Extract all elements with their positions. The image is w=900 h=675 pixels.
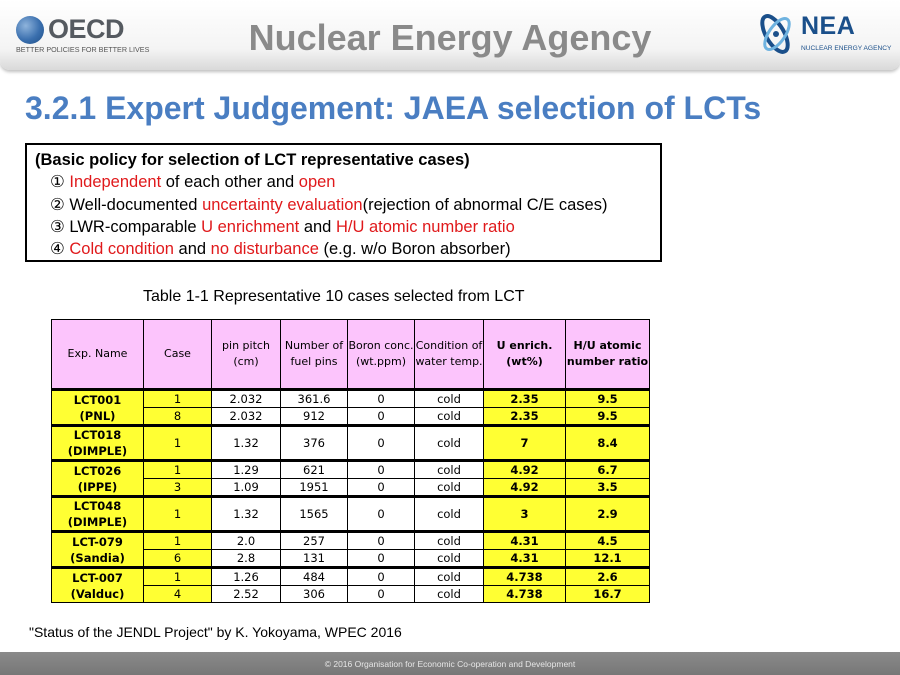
cell-boron: 0 (348, 568, 415, 586)
header-condition: Condition of water temp. (415, 320, 484, 390)
cell-case: 3 (144, 479, 212, 497)
cell-condition: cold (415, 586, 484, 603)
cell-pin-pitch: 1.26 (212, 568, 281, 586)
header-pin-pitch: pin pitch (cm) (212, 320, 281, 390)
cell-condition: cold (415, 532, 484, 550)
cell-u-enrich: 4.738 (484, 586, 566, 603)
policy-text: (e.g. w/o Boron absorber) (318, 240, 511, 259)
table-header-row (52, 320, 650, 390)
table-row (52, 390, 650, 408)
cell-hu-ratio: 2.6 (566, 568, 650, 586)
cell-exp-name: LCT018 (DIMPLE) (52, 426, 144, 461)
policy-text: LWR-comparable (69, 217, 202, 236)
cell-case: 1 (144, 426, 212, 461)
policy-item-number: ② (50, 195, 70, 214)
cell-exp-name: LCT048 (DIMPLE) (52, 497, 144, 532)
cell-u-enrich: 4.31 (484, 550, 566, 568)
cell-condition: cold (415, 426, 484, 461)
cell-fuel-pins: 306 (281, 586, 348, 603)
globe-icon (16, 16, 44, 44)
lct-table (51, 319, 650, 603)
cell-hu-ratio: 12.1 (566, 550, 650, 568)
footer-bar (0, 652, 900, 675)
cell-pin-pitch: 1.09 (212, 479, 281, 497)
header-title: Nuclear Energy Agency (248, 17, 652, 58)
header-fuel-pins: Number of fuel pins (281, 320, 348, 390)
cell-fuel-pins: 361.6 (281, 390, 348, 408)
cell-case: 1 (144, 568, 212, 586)
cell-u-enrich: 4.738 (484, 568, 566, 586)
nea-logo-text: NEA (801, 12, 856, 40)
nea-logo[interactable] (755, 8, 895, 60)
cell-pin-pitch: 1.32 (212, 426, 281, 461)
cell-condition: cold (415, 497, 484, 532)
oecd-tagline: BETTER POLICIES FOR BETTER LIVES (16, 45, 150, 54)
cell-exp-name: LCT001 (PNL) (52, 390, 144, 426)
cell-u-enrich: 3 (484, 497, 566, 532)
cell-hu-ratio: 2.9 (566, 497, 650, 532)
cell-case: 1 (144, 497, 212, 532)
cell-boron: 0 (348, 479, 415, 497)
cell-case: 1 (144, 461, 212, 479)
cell-fuel-pins: 484 (281, 568, 348, 586)
cell-hu-ratio: 9.5 (566, 408, 650, 426)
cell-boron: 0 (348, 390, 415, 408)
cell-hu-ratio: 8.4 (566, 426, 650, 461)
cell-u-enrich: 4.92 (484, 461, 566, 479)
atom-icon (755, 10, 799, 56)
policy-list (35, 171, 660, 260)
cell-fuel-pins: 912 (281, 408, 348, 426)
table-row (52, 461, 650, 479)
cell-case: 1 (144, 532, 212, 550)
cell-fuel-pins: 257 (281, 532, 348, 550)
cell-u-enrich: 4.92 (484, 479, 566, 497)
table-row (52, 426, 650, 461)
policy-text: Well-documented (69, 195, 203, 214)
cell-fuel-pins: 131 (281, 550, 348, 568)
cell-boron: 0 (348, 408, 415, 426)
cell-case: 6 (144, 550, 212, 568)
policy-text: of each other and (161, 173, 299, 192)
policy-emphasis: U enrichment (201, 217, 300, 236)
cell-pin-pitch: 1.32 (212, 497, 281, 532)
table-caption: Table 1-1 Representative 10 cases selected from LCT (143, 288, 525, 305)
cell-hu-ratio: 6.7 (566, 461, 650, 479)
cell-pin-pitch: 2.52 (212, 586, 281, 603)
header-bar (0, 0, 900, 70)
cell-fuel-pins: 376 (281, 426, 348, 461)
cell-hu-ratio: 9.5 (566, 390, 650, 408)
cell-condition: cold (415, 390, 484, 408)
policy-item-number: ③ (50, 217, 70, 236)
cell-hu-ratio: 16.7 (566, 586, 650, 603)
cell-boron: 0 (348, 426, 415, 461)
citation: "Status of the JENDL Project" by K. Yokoyama, WPEC 2016 (29, 624, 402, 640)
cell-case: 4 (144, 586, 212, 603)
cell-exp-name: LCT-079 (Sandia) (52, 532, 144, 568)
cell-case: 8 (144, 408, 212, 426)
policy-text: and (299, 217, 336, 236)
policy-box (25, 143, 662, 262)
cell-pin-pitch: 1.29 (212, 461, 281, 479)
cell-fuel-pins: 1951 (281, 479, 348, 497)
policy-item (35, 171, 660, 193)
policy-emphasis: H/U atomic number ratio (335, 217, 515, 236)
cell-condition: cold (415, 550, 484, 568)
oecd-logo-text: OECD (48, 14, 125, 44)
cell-hu-ratio: 3.5 (566, 479, 650, 497)
policy-item (35, 194, 660, 216)
policy-item-number: ④ (50, 240, 70, 259)
cell-condition: cold (415, 461, 484, 479)
header-u-enrich: U enrich. (wt%) (484, 320, 566, 390)
cell-pin-pitch: 2.8 (212, 550, 281, 568)
policy-heading: (Basic policy for selection of LCT representative cases) (35, 151, 470, 169)
cell-pin-pitch: 2.032 (212, 390, 281, 408)
cell-fuel-pins: 621 (281, 461, 348, 479)
policy-emphasis: no disturbance (210, 240, 319, 259)
policy-item (35, 238, 660, 260)
policy-text: (rejection of abnormal C/E cases) (362, 195, 608, 214)
header-hu-ratio: H/U atomic number ratio (566, 320, 650, 390)
cell-exp-name: LCT026 (IPPE) (52, 461, 144, 497)
cell-boron: 0 (348, 586, 415, 603)
policy-emphasis: Independent (69, 173, 162, 192)
policy-item-number: ① (50, 173, 70, 192)
oecd-logo[interactable] (14, 14, 150, 58)
nea-tagline: NUCLEAR ENERGY AGENCY (801, 45, 892, 52)
cell-exp-name: LCT-007 (Valduc) (52, 568, 144, 603)
header-case: Case (144, 320, 212, 390)
cell-u-enrich: 2.35 (484, 408, 566, 426)
cell-condition: cold (415, 568, 484, 586)
cell-boron: 0 (348, 550, 415, 568)
policy-emphasis: Cold condition (69, 240, 174, 259)
cell-hu-ratio: 4.5 (566, 532, 650, 550)
table-row (52, 532, 650, 550)
cell-u-enrich: 2.35 (484, 390, 566, 408)
policy-text: and (173, 240, 211, 259)
cell-boron: 0 (348, 532, 415, 550)
footer-copyright: © 2016 Organisation for Economic Co-operation and Development (324, 659, 576, 669)
policy-item (35, 216, 660, 238)
cell-boron: 0 (348, 497, 415, 532)
cell-case: 1 (144, 390, 212, 408)
policy-emphasis: open (298, 173, 336, 192)
table-row (52, 497, 650, 532)
cell-pin-pitch: 2.032 (212, 408, 281, 426)
cell-fuel-pins: 1565 (281, 497, 348, 532)
cell-u-enrich: 4.31 (484, 532, 566, 550)
cell-pin-pitch: 2.0 (212, 532, 281, 550)
cell-condition: cold (415, 479, 484, 497)
table-row (52, 568, 650, 586)
header-boron: Boron conc. (wt.ppm) (348, 320, 415, 390)
cell-u-enrich: 7 (484, 426, 566, 461)
policy-emphasis: uncertainty evaluation (202, 195, 363, 214)
slide-title: 3.2.1 Expert Judgement: JAEA selection of LCTs (25, 90, 762, 126)
cell-boron: 0 (348, 461, 415, 479)
header-exp-name: Exp. Name (52, 320, 144, 390)
cell-condition: cold (415, 408, 484, 426)
